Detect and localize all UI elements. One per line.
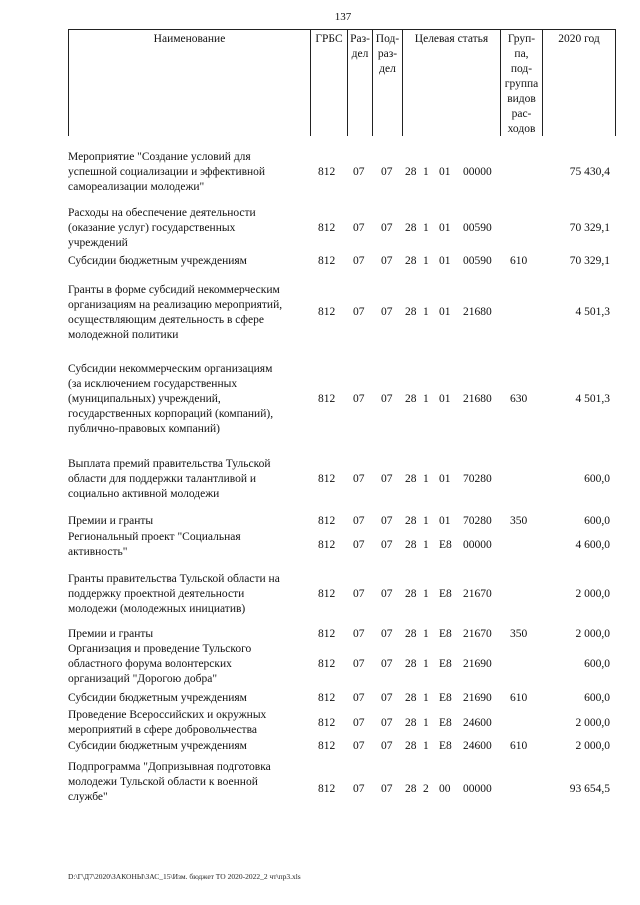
razdel-cell: 07 (353, 628, 365, 640)
target-direction-cell: 00590 (463, 222, 492, 234)
page-number: 137 (334, 11, 352, 23)
row-name-line: социально активной молодежи (68, 488, 220, 500)
amount-cell: 70 329,1 (569, 255, 610, 267)
target-program-cell: 28 (405, 222, 417, 234)
row-name-line: областного форума волонтерских (68, 658, 232, 670)
target-event-cell: 01 (439, 255, 451, 267)
row-name (68, 572, 308, 617)
row-name-line: Субсидии бюджетным учреждениям (68, 692, 247, 704)
target-direction-cell: 00000 (463, 539, 492, 551)
grbs-cell: 812 (318, 166, 336, 178)
target-event-cell: 01 (439, 393, 451, 405)
expense-type-cell: 610 (510, 255, 528, 267)
header-podrazdel (373, 30, 403, 136)
expense-type-cell: 630 (510, 393, 528, 405)
header-target (403, 30, 501, 136)
target-subprogram-cell: 1 (423, 393, 429, 405)
razdel-cell: 07 (353, 255, 365, 267)
razdel-cell: 07 (353, 393, 365, 405)
podrazdel-cell: 07 (381, 255, 393, 267)
razdel-cell: 07 (353, 539, 365, 551)
razdel-cell: 07 (353, 692, 365, 704)
row-name-line: Подпрограмма "Допризывная подготовка (68, 761, 271, 773)
row-name (68, 642, 308, 687)
target-program-cell: 28 (405, 658, 417, 670)
target-subprogram-cell: 1 (423, 166, 429, 178)
row-name-line: организациям на реализацию мероприятий, (68, 299, 283, 311)
target-event-cell: E8 (439, 717, 452, 729)
podrazdel-cell: 07 (381, 692, 393, 704)
target-program-cell: 28 (405, 255, 417, 267)
grbs-cell: 812 (318, 222, 336, 234)
podrazdel-cell: 07 (381, 222, 393, 234)
target-event-cell: E8 (439, 628, 452, 640)
header-vid-line: группа (504, 78, 539, 90)
row-name (68, 627, 308, 642)
header-razdel-line: дел (351, 48, 369, 60)
row-name (68, 362, 308, 437)
amount-cell: 2 000,0 (575, 628, 610, 640)
row-name-line: мероприятий в сфере добровольчества (68, 724, 257, 736)
target-program-cell: 28 (405, 692, 417, 704)
row-name-line: публично-правовых компаний) (68, 423, 220, 435)
amount-cell: 2 000,0 (575, 588, 610, 600)
header-razdel-line: Раз- (350, 33, 370, 45)
podrazdel-cell: 07 (381, 717, 393, 729)
grbs-cell: 812 (318, 588, 336, 600)
target-program-cell: 28 (405, 539, 417, 551)
row-name-line: Региональный проект "Социальная (68, 531, 241, 543)
row-name (68, 514, 308, 529)
header-vid-line: Груп- (507, 33, 536, 45)
header-year (543, 30, 615, 136)
target-subprogram-cell: 1 (423, 717, 429, 729)
row-name-line: Организация и проведение Тульского (68, 643, 252, 655)
podrazdel-cell: 07 (381, 588, 393, 600)
header-grbs (311, 30, 348, 136)
target-event-cell: E8 (439, 692, 452, 704)
target-event-cell: 01 (439, 473, 451, 485)
target-subprogram-cell: 1 (423, 588, 429, 600)
razdel-cell: 07 (353, 473, 365, 485)
row-name (68, 150, 308, 195)
row-name-line: Премии и гранты (68, 628, 154, 640)
header-vid (501, 30, 543, 136)
row-name-line: (за исключением государственных (68, 378, 238, 390)
target-subprogram-cell: 2 (423, 783, 429, 795)
target-program-cell: 28 (405, 393, 417, 405)
row-name-line: Субсидии некоммерческим организациям (68, 363, 273, 375)
razdel-cell: 07 (353, 588, 365, 600)
expense-type-cell: 610 (510, 740, 528, 752)
target-program-cell: 28 (405, 628, 417, 640)
target-direction-cell: 21670 (463, 588, 492, 600)
amount-cell: 70 329,1 (569, 222, 610, 234)
target-event-cell: E8 (439, 658, 452, 670)
target-program-cell: 28 (405, 740, 417, 752)
header-name (69, 30, 311, 136)
target-direction-cell: 24600 (463, 717, 492, 729)
razdel-cell: 07 (353, 515, 365, 527)
row-name (68, 691, 308, 706)
header-podrazdel-line: Под- (375, 33, 400, 45)
target-direction-cell: 70280 (463, 473, 492, 485)
target-event-cell: 01 (439, 306, 451, 318)
razdel-cell: 07 (353, 166, 365, 178)
row-name-line: осуществляющим деятельность в сфере (68, 314, 264, 326)
target-subprogram-cell: 1 (423, 306, 429, 318)
row-name-line: Гранты в форме субсидий некоммерческим (68, 284, 280, 296)
target-program-cell: 28 (405, 515, 417, 527)
header-podrazdel-line: раз- (377, 48, 398, 60)
row-name (68, 254, 308, 269)
grbs-cell: 812 (318, 473, 336, 485)
razdel-cell: 07 (353, 222, 365, 234)
row-name (68, 530, 308, 560)
row-name-line: молодежи (молодежных инициатив) (68, 603, 246, 615)
row-name (68, 206, 308, 251)
grbs-cell: 812 (318, 783, 336, 795)
row-name-line: поддержку проектной деятельности (68, 588, 245, 600)
row-name-line: области для поддержки талантливой и (68, 473, 257, 485)
header-name-label: Наименование (153, 33, 226, 45)
target-direction-cell: 00000 (463, 783, 492, 795)
target-program-cell: 28 (405, 588, 417, 600)
razdel-cell: 07 (353, 658, 365, 670)
header-vid-line: па, (514, 48, 529, 60)
row-name (68, 739, 308, 754)
podrazdel-cell: 07 (381, 166, 393, 178)
amount-cell: 600,0 (584, 692, 610, 704)
target-direction-cell: 21690 (463, 692, 492, 704)
row-name-line: Гранты правительства Тульской области на (68, 573, 280, 585)
row-name-line: Премии и гранты (68, 515, 154, 527)
grbs-cell: 812 (318, 306, 336, 318)
row-name (68, 760, 308, 805)
podrazdel-cell: 07 (381, 658, 393, 670)
row-name-line: Проведение Всероссийских и окружных (68, 709, 267, 721)
target-subprogram-cell: 1 (423, 255, 429, 267)
amount-cell: 4 501,3 (575, 393, 610, 405)
expense-type-cell: 610 (510, 692, 528, 704)
header-podrazdel-line: дел (379, 63, 396, 75)
grbs-cell: 812 (318, 692, 336, 704)
podrazdel-cell: 07 (381, 539, 393, 551)
podrazdel-cell: 07 (381, 306, 393, 318)
target-subprogram-cell: 1 (423, 658, 429, 670)
row-name-line: Субсидии бюджетным учреждениям (68, 740, 247, 752)
row-name-line: Расходы на обеспечение деятельности (68, 207, 256, 219)
target-subprogram-cell: 1 (423, 515, 429, 527)
expense-type-cell: 350 (510, 515, 528, 527)
header-grbs-label: ГРБС (315, 33, 343, 45)
target-subprogram-cell: 1 (423, 628, 429, 640)
row-name-line: государственных корпораций (компаний), (68, 408, 274, 420)
amount-cell: 600,0 (584, 473, 610, 485)
table-header (68, 29, 616, 136)
razdel-cell: 07 (353, 717, 365, 729)
row-name-line: молодежной политики (68, 329, 179, 341)
row-name-line: активность" (68, 546, 128, 558)
header-year-label: 2020 год (558, 33, 600, 45)
row-name (68, 457, 308, 502)
grbs-cell: 812 (318, 539, 336, 551)
grbs-cell: 812 (318, 515, 336, 527)
target-direction-cell: 00590 (463, 255, 492, 267)
header-vid-line: ходов (507, 123, 536, 135)
target-event-cell: 01 (439, 515, 451, 527)
target-direction-cell: 24600 (463, 740, 492, 752)
podrazdel-cell: 07 (381, 740, 393, 752)
target-direction-cell: 21690 (463, 658, 492, 670)
target-event-cell: E8 (439, 588, 452, 600)
target-direction-cell: 21680 (463, 393, 492, 405)
grbs-cell: 812 (318, 393, 336, 405)
target-direction-cell: 70280 (463, 515, 492, 527)
razdel-cell: 07 (353, 740, 365, 752)
row-name-line: организаций "Дорогою добра" (68, 673, 218, 685)
row-name-line: молодежи Тульской области к военной (68, 776, 258, 788)
row-name-line: службе" (68, 791, 108, 803)
target-program-cell: 28 (405, 306, 417, 318)
target-subprogram-cell: 1 (423, 222, 429, 234)
target-program-cell: 28 (405, 717, 417, 729)
grbs-cell: 812 (318, 628, 336, 640)
target-event-cell: E8 (439, 539, 452, 551)
podrazdel-cell: 07 (381, 473, 393, 485)
target-direction-cell: 00000 (463, 166, 492, 178)
target-event-cell: 01 (439, 222, 451, 234)
amount-cell: 2 000,0 (575, 740, 610, 752)
amount-cell: 2 000,0 (575, 717, 610, 729)
target-direction-cell: 21680 (463, 306, 492, 318)
podrazdel-cell: 07 (381, 628, 393, 640)
amount-cell: 4 600,0 (575, 539, 610, 551)
file-path-footer: D:\Г\Д7\2020\ЗАКОНЫ\ЗАС_15\Изм. бюджет ТО 2020-2022_2 чт\пр3.xls (68, 872, 301, 881)
row-name-line: Субсидии бюджетным учреждениям (68, 255, 247, 267)
razdel-cell: 07 (353, 783, 365, 795)
row-name-line: (оказание услуг) государственных (68, 222, 236, 234)
target-event-cell: 00 (439, 783, 451, 795)
target-subprogram-cell: 1 (423, 539, 429, 551)
row-name-line: Выплата премий правительства Тульской (68, 458, 271, 470)
grbs-cell: 812 (318, 255, 336, 267)
podrazdel-cell: 07 (381, 783, 393, 795)
razdel-cell: 07 (353, 306, 365, 318)
amount-cell: 600,0 (584, 515, 610, 527)
target-program-cell: 28 (405, 166, 417, 178)
target-direction-cell: 21670 (463, 628, 492, 640)
row-name-line: учреждений (68, 237, 128, 249)
row-name-line: успешной социализации и эффективной (68, 166, 266, 178)
header-target-label: Целевая статья (414, 33, 489, 45)
target-program-cell: 28 (405, 473, 417, 485)
header-vid-line: видов (507, 93, 536, 105)
amount-cell: 600,0 (584, 658, 610, 670)
row-name (68, 708, 308, 738)
grbs-cell: 812 (318, 740, 336, 752)
grbs-cell: 812 (318, 717, 336, 729)
target-event-cell: 01 (439, 166, 451, 178)
row-name (68, 283, 308, 343)
row-name-line: самореализации молодежи" (68, 181, 205, 193)
amount-cell: 75 430,4 (569, 166, 610, 178)
header-razdel (348, 30, 373, 136)
target-subprogram-cell: 1 (423, 740, 429, 752)
target-program-cell: 28 (405, 783, 417, 795)
amount-cell: 93 654,5 (569, 783, 610, 795)
row-name-line: Мероприятие "Создание условий для (68, 151, 251, 163)
target-subprogram-cell: 1 (423, 692, 429, 704)
podrazdel-cell: 07 (381, 393, 393, 405)
row-name-line: (муниципальных) учреждений, (68, 393, 221, 405)
amount-cell: 4 501,3 (575, 306, 610, 318)
podrazdel-cell: 07 (381, 515, 393, 527)
expense-type-cell: 350 (510, 628, 528, 640)
header-vid-line: под- (510, 63, 533, 75)
target-subprogram-cell: 1 (423, 473, 429, 485)
header-vid-line: рас- (511, 108, 532, 120)
target-event-cell: E8 (439, 740, 452, 752)
grbs-cell: 812 (318, 658, 336, 670)
